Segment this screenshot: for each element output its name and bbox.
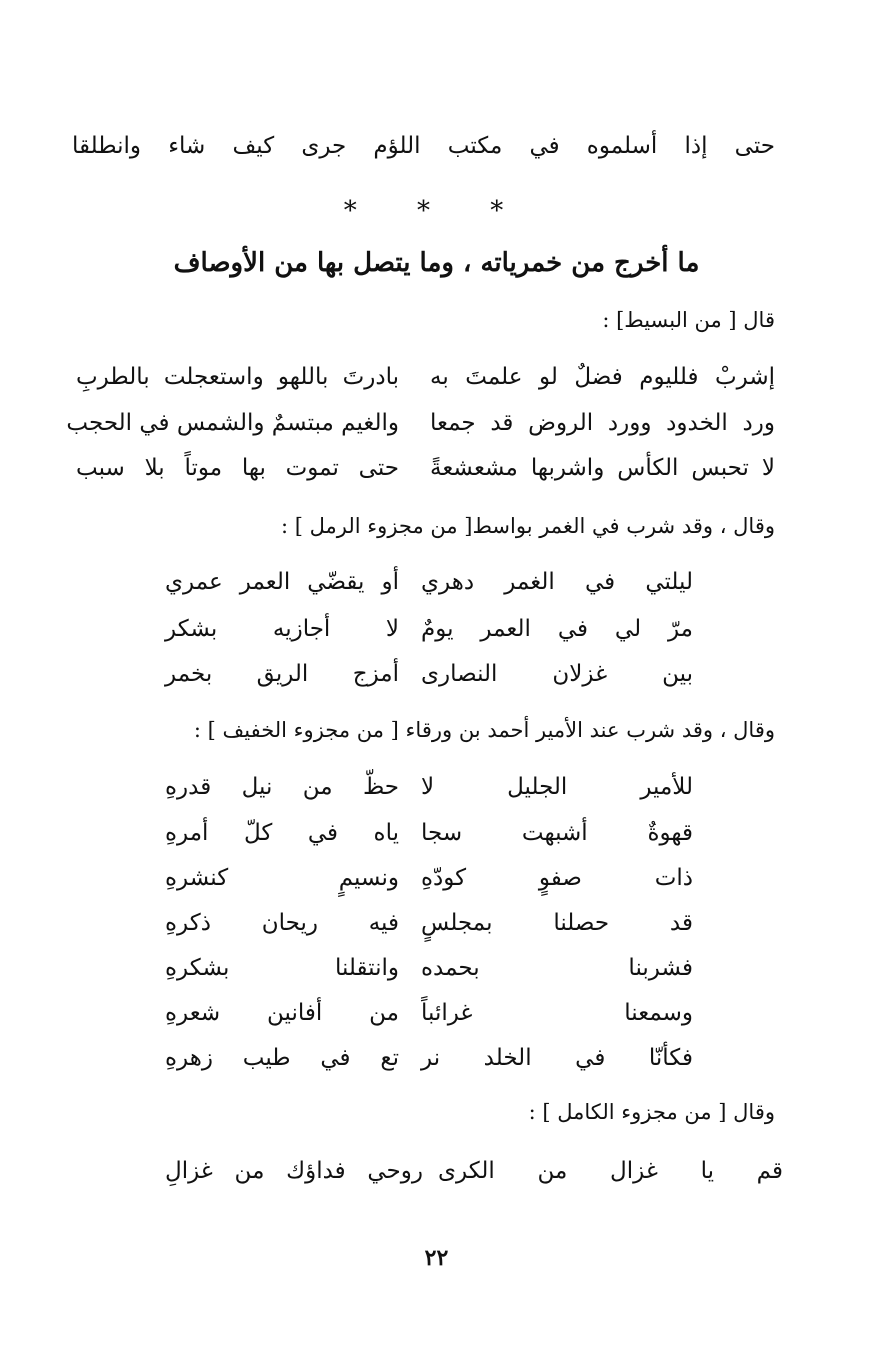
carryover-verse-line: حتى إذا أسلموه في مكتب اللؤم جرى كيف شاء وانطلقا: [72, 133, 775, 159]
first-hemistich: وسمعنا غرائباً: [421, 1000, 693, 1026]
poem-intro: وقال ، وقد شرب في الغمر بواسط[ من مجزوء الرمل ] :: [281, 514, 775, 538]
poem-intro: وقال [ من مجزوء الكامل ] :: [528, 1100, 775, 1124]
first-hemistich: مرّ لي في العمر يومٌ: [421, 616, 693, 642]
first-hemistich: بين غزلان النصارى: [421, 661, 693, 687]
verse-line: [0, 452, 873, 484]
first-hemistich: ليلتي في الغمر دهري: [421, 569, 693, 595]
verse-line: [0, 817, 873, 849]
verse-line: [0, 1155, 873, 1187]
second-hemistich: وانتقلنا بشكرهِ: [165, 955, 399, 981]
second-hemistich: أو يقضّي العمر عمري: [165, 569, 399, 595]
first-hemistich: لا تحبس الكأس واشربها مشعشعةً: [430, 455, 775, 481]
poem-intro: قال [ من البسيط] :: [602, 308, 775, 332]
poem-intro: وقال ، وقد شرب عند الأمير أحمد بن ورقاء [ من مجزوء الخفيف ] :: [193, 718, 775, 742]
section-title: ما أخرج من خمرياته ، وما يتصل بها من الأوصاف: [173, 248, 700, 278]
first-hemistich: فكأنّا في الخلد نر: [421, 1045, 693, 1071]
first-hemistich: قد حصلنا بمجلسٍ: [421, 910, 693, 936]
verse-line: [0, 1042, 873, 1074]
second-hemistich: ونسيمٍ كنشرهِ: [165, 865, 399, 891]
second-hemistich: ياه في كلّ أمرهِ: [165, 820, 399, 846]
verse-line: [0, 997, 873, 1029]
second-hemistich: بادرتَ باللهو واستعجلت بالطربِ: [76, 364, 399, 390]
verse-line: [0, 613, 873, 645]
verse-line: [0, 566, 873, 598]
first-hemistich: للأمير الجليل لا: [421, 774, 693, 800]
verse-line: [0, 771, 873, 803]
second-hemistich: حظّ من نيل قدرهِ: [165, 774, 399, 800]
first-hemistich: قهوةٌ أشبهت سجا: [421, 820, 693, 846]
verse-line: [0, 658, 873, 690]
first-hemistich: ذات صفوٍ كودّهِ: [421, 865, 693, 891]
first-hemistich: ورد الخدود وورد الروض قد جمعا: [430, 410, 775, 436]
verse-line: [0, 952, 873, 984]
section-separator: * * *: [343, 196, 530, 226]
second-hemistich: أمزج الريق بخمر: [165, 661, 399, 687]
second-hemistich: تع في طيب زهرهِ: [165, 1045, 399, 1071]
verse-line: [0, 907, 873, 939]
second-hemistich: روحي فداؤك من غزالِ: [165, 1158, 423, 1184]
page-number: ٢٢: [424, 1245, 449, 1271]
first-hemistich: قم يا غزال من الكرى: [438, 1158, 783, 1184]
verse-line: [0, 361, 873, 393]
first-hemistich: فشربنا بحمده: [421, 955, 693, 981]
second-hemistich: والغيم مبتسمٌ والشمس في الحجب: [66, 410, 399, 436]
second-hemistich: لا أجازيه بشكر: [165, 616, 399, 642]
second-hemistich: من أفانين شعرهِ: [165, 1000, 399, 1026]
verse-line: [0, 407, 873, 439]
verse-line: [0, 862, 873, 894]
second-hemistich: فيه ريحان ذكرهِ: [165, 910, 399, 936]
second-hemistich: حتى تموت بها موتاً بلا سبب: [76, 455, 399, 481]
first-hemistich: إشربْ فلليوم فضلٌ لو علمتَ به: [430, 364, 775, 390]
